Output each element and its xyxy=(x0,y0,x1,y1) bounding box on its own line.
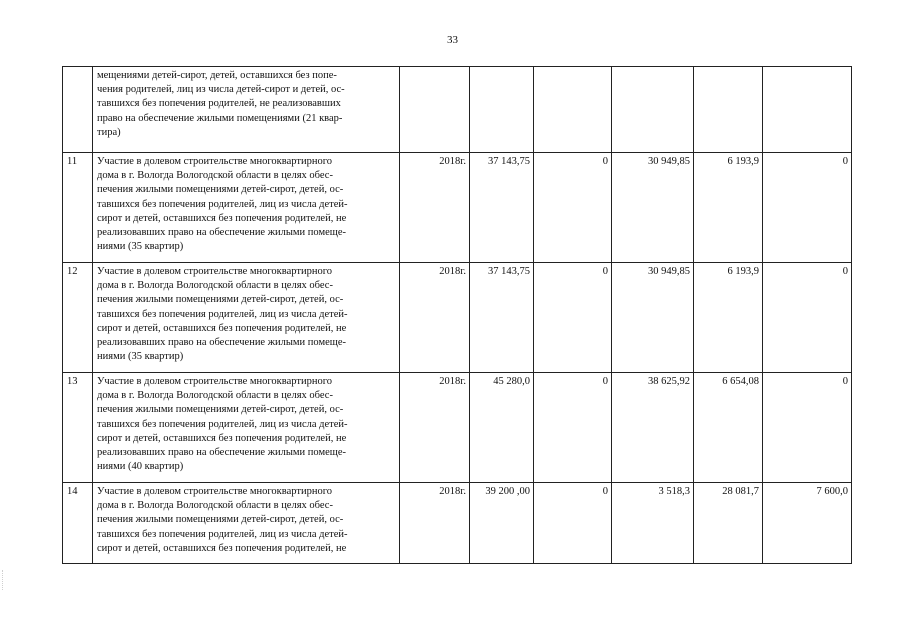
total-amount-cell: 37 143,75 xyxy=(470,263,534,373)
description-line: тира) xyxy=(97,126,121,138)
description-line: дома в г. Вологда Вологодской области в целях обес- xyxy=(97,280,333,292)
table-row xyxy=(63,483,852,564)
amount-cell-col7: 7 600,0 xyxy=(763,483,852,564)
amount-cell-col7: 0 xyxy=(763,263,852,373)
description-line: ниями (35 квартир) xyxy=(97,351,184,363)
description-line: печения жилыми помещениями детей-сирот, детей, ос- xyxy=(97,514,344,526)
total-amount-cell: 37 143,75 xyxy=(470,153,534,263)
amount-cell-col4: 0 xyxy=(534,373,612,483)
amount-cell-col5: 30 949,85 xyxy=(612,153,694,263)
description-line: печения жилыми помещениями детей-сирот, детей, ос- xyxy=(97,404,344,416)
description-line: тавшихся без попечения родителей, лиц из числа детей- xyxy=(97,308,348,320)
description-line: печения жилыми помещениями детей-сирот, детей, ос- xyxy=(97,184,344,196)
table-row xyxy=(63,67,852,153)
amount-cell-col6: 28 081,7 xyxy=(694,483,763,564)
amount-cell-col4: 0 xyxy=(534,153,612,263)
amount-cell-col7: 0 xyxy=(763,373,852,483)
description-line: сирот и детей, оставшихся без попечения родителей, не xyxy=(97,432,347,444)
description-cell xyxy=(93,373,400,483)
amount-cell-col4: 0 xyxy=(534,263,612,373)
row-number-cell: 12 xyxy=(63,263,93,373)
description-line: сирот и детей, оставшихся без попечения родителей, не xyxy=(97,212,347,224)
total-amount-cell: 39 200 ,00 xyxy=(470,483,534,564)
budget-table xyxy=(62,66,852,564)
amount-cell-col5: 38 625,92 xyxy=(612,373,694,483)
description-line: тавшихся без попечения родителей, не реализовавших xyxy=(97,98,341,110)
table-row xyxy=(63,263,852,373)
description-line: дома в г. Вологда Вологодской области в целях обес- xyxy=(97,390,333,402)
row-number-cell: 11 xyxy=(63,153,93,263)
description-line: ниями (35 квартир) xyxy=(97,241,184,253)
description-cell xyxy=(93,67,400,153)
description-line: ниями (40 квартир) xyxy=(97,461,184,473)
description-line: дома в г. Вологда Вологодской области в целях обес- xyxy=(97,500,333,512)
amount-cell-col7 xyxy=(763,67,852,153)
description-line: реализовавших право на обеспечение жилыми помеще- xyxy=(97,447,346,459)
amount-cell-col5 xyxy=(612,67,694,153)
year-cell: 2018г. xyxy=(400,153,470,263)
page-number: 33 xyxy=(447,34,458,46)
description-line: Участие в долевом строительстве многоквартирного xyxy=(97,486,332,497)
year-cell: 2018г. xyxy=(400,263,470,373)
description-line: реализовавших право на обеспечение жилыми помеще- xyxy=(97,227,346,239)
description-line: Участие в долевом строительстве многоквартирного xyxy=(97,266,332,277)
description-line: право на обеспечение жилыми помещениями (21 квар- xyxy=(97,112,343,124)
amount-cell-col6 xyxy=(694,67,763,153)
year-cell: 2018г. xyxy=(400,483,470,564)
description-cell xyxy=(93,483,400,564)
description-cell xyxy=(93,263,400,373)
amount-cell-col5: 3 518,3 xyxy=(612,483,694,564)
amount-cell-col6: 6 193,9 xyxy=(694,153,763,263)
description-line: тавшихся без попечения родителей, лиц из числа детей- xyxy=(97,528,348,540)
description-line: реализовавших право на обеспечение жилыми помеще- xyxy=(97,337,346,349)
year-cell xyxy=(400,67,470,153)
year-cell: 2018г. xyxy=(400,373,470,483)
description-line: сирот и детей, оставшихся без попечения родителей, не xyxy=(97,542,347,554)
amount-cell-col6: 6 654,08 xyxy=(694,373,763,483)
total-amount-cell xyxy=(470,67,534,153)
row-number-cell xyxy=(63,67,93,153)
description-line: Участие в долевом строительстве многоквартирного xyxy=(97,376,332,387)
table-row xyxy=(63,153,852,263)
table-row xyxy=(63,373,852,483)
description-cell xyxy=(93,153,400,263)
description-line: тавшихся без попечения родителей, лиц из числа детей- xyxy=(97,198,348,210)
amount-cell-col4: 0 xyxy=(534,483,612,564)
row-number-cell: 13 xyxy=(63,373,93,483)
description-line: печения жилыми помещениями детей-сирот, детей, ос- xyxy=(97,294,344,306)
row-number-cell: 14 xyxy=(63,483,93,564)
margin-mark xyxy=(2,570,5,590)
description-line: Участие в долевом строительстве многоквартирного xyxy=(97,156,332,167)
amount-cell-col6: 6 193,9 xyxy=(694,263,763,373)
amount-cell-col7: 0 xyxy=(763,153,852,263)
amount-cell-col4 xyxy=(534,67,612,153)
description-line: чения родителей, лиц из числа детей-сирот и детей, ос- xyxy=(97,84,345,96)
table-body xyxy=(63,67,852,564)
description-line: дома в г. Вологда Вологодской области в целях обес- xyxy=(97,170,333,182)
amount-cell-col5: 30 949,85 xyxy=(612,263,694,373)
total-amount-cell: 45 280,0 xyxy=(470,373,534,483)
description-line: тавшихся без попечения родителей, лиц из числа детей- xyxy=(97,418,348,430)
description-line: мещениями детей-сирот, детей, оставшихся без попе- xyxy=(97,70,337,81)
description-line: сирот и детей, оставшихся без попечения родителей, не xyxy=(97,322,347,334)
